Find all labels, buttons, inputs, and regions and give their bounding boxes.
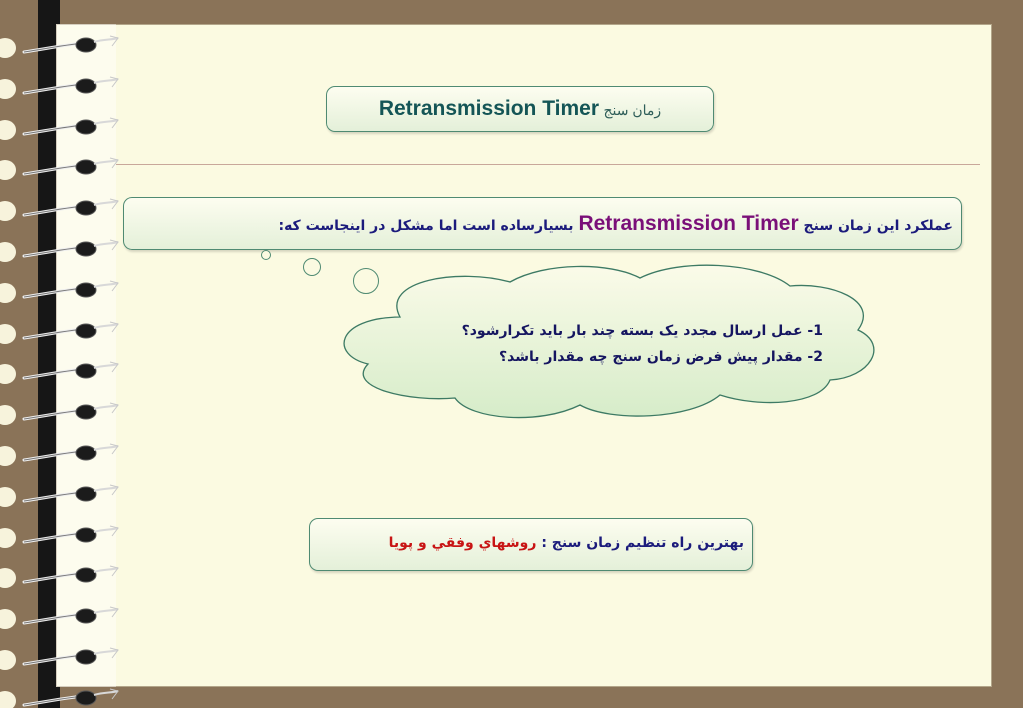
thought-bubble-small	[262, 251, 271, 260]
spiral-ring	[20, 564, 120, 588]
title-english: Retransmission Timer	[378, 97, 600, 120]
spiral-ring	[20, 524, 120, 548]
spiral-ring	[20, 279, 120, 303]
spiral-ring	[20, 238, 120, 262]
description-after: بسیارساده است اما مشکل در اینجاست که:	[278, 218, 574, 234]
spiral-ring	[20, 401, 120, 425]
description-before: عملکرد این زمان سنج	[803, 218, 953, 234]
spiral-ring	[20, 646, 120, 670]
best-way-text	[389, 535, 744, 551]
spiral-ring	[20, 360, 120, 384]
question-item: 1- عمل ارسال مجدد یک بسته چند بار باید تکرارشود؟	[461, 323, 823, 339]
spiral-ring	[20, 156, 120, 180]
best-way-box	[309, 518, 753, 571]
spiral-ring	[20, 116, 120, 140]
spiral-ring	[20, 483, 120, 507]
spiral-ring	[20, 197, 120, 221]
spiral-ring	[20, 75, 120, 99]
spiral-ring	[20, 605, 120, 629]
questions-list	[462, 318, 823, 370]
spiral-ring	[20, 34, 120, 58]
question-item: 2- مقدار پیش فرض زمان سنج چه مقدار باشد؟	[499, 349, 823, 365]
spiral-ring	[20, 320, 120, 344]
thought-bubble-medium	[304, 259, 321, 276]
title-persian: زمان سنج	[603, 102, 662, 118]
thought-bubble-large	[354, 269, 379, 294]
spiral-ring	[20, 442, 120, 466]
best-way-label: بهترین راه تنظیم زمان سنج :	[541, 535, 744, 551]
description-term: Retransmission Timer	[578, 212, 799, 235]
spiral-ring	[20, 687, 120, 708]
best-way-answer: روشهاي وفقي و پويا	[388, 535, 537, 551]
